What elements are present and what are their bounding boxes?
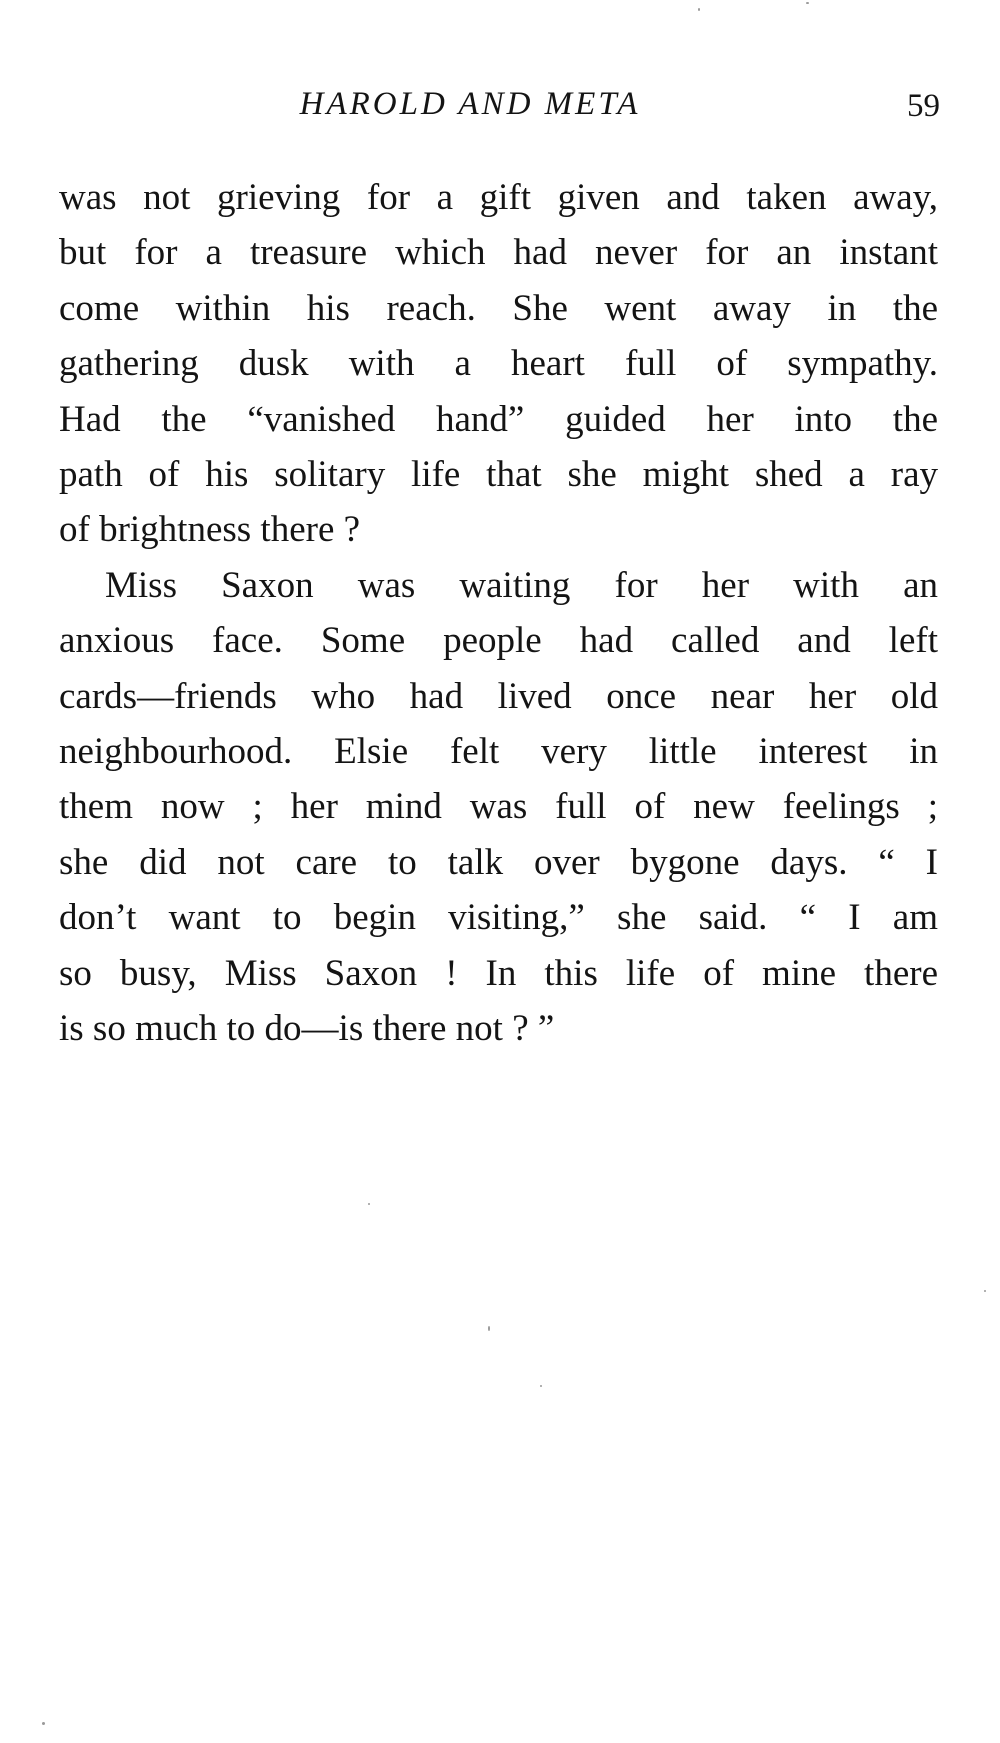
paragraph-1 (59, 170, 938, 558)
text-line: them now ; her mind was full of new feelings ; (59, 786, 938, 828)
text-line: Had the “vanished hand” guided her into the (59, 398, 938, 440)
body-text (59, 170, 938, 1057)
text-line: Miss Saxon was waiting for her with an (105, 564, 938, 606)
running-head (60, 86, 940, 136)
text-line: don’t want to begin visiting,” she said. “ I am (59, 897, 938, 939)
paper-speck (540, 1385, 542, 1387)
text-line: of brightness there ? (59, 509, 361, 551)
paragraph-2 (59, 558, 938, 1057)
paper-speck (698, 8, 700, 11)
paper-speck (806, 2, 809, 4)
text-line: so busy, Miss Saxon ! In this life of mine there (59, 952, 938, 994)
text-line: path of his solitary life that she might shed a ray (59, 454, 938, 496)
text-line: neighbourhood. Elsie felt very little interest in (59, 731, 938, 773)
text-line: was not grieving for a gift given and taken away, (59, 177, 938, 218)
page-number: 59 (907, 88, 940, 124)
paper-speck (984, 1290, 986, 1292)
text-line: anxious face. Some people had called and left (59, 620, 938, 662)
paper-speck (42, 1722, 45, 1725)
text-line: gathering dusk with a heart full of sympathy. (59, 343, 938, 385)
text-line: is so much to do—is there not ? ” (59, 1008, 555, 1050)
paper-speck (368, 1203, 370, 1205)
paper-speck (488, 1326, 490, 1331)
text-line: she did not care to talk over bygone days. “ I (59, 841, 938, 883)
text-line: cards—friends who had lived once near her old (59, 675, 938, 717)
running-title: HAROLD AND META (299, 86, 641, 122)
text-line: come within his reach. She went away in the (59, 287, 938, 329)
text-line: but for a treasure which had never for an instant (59, 232, 938, 274)
